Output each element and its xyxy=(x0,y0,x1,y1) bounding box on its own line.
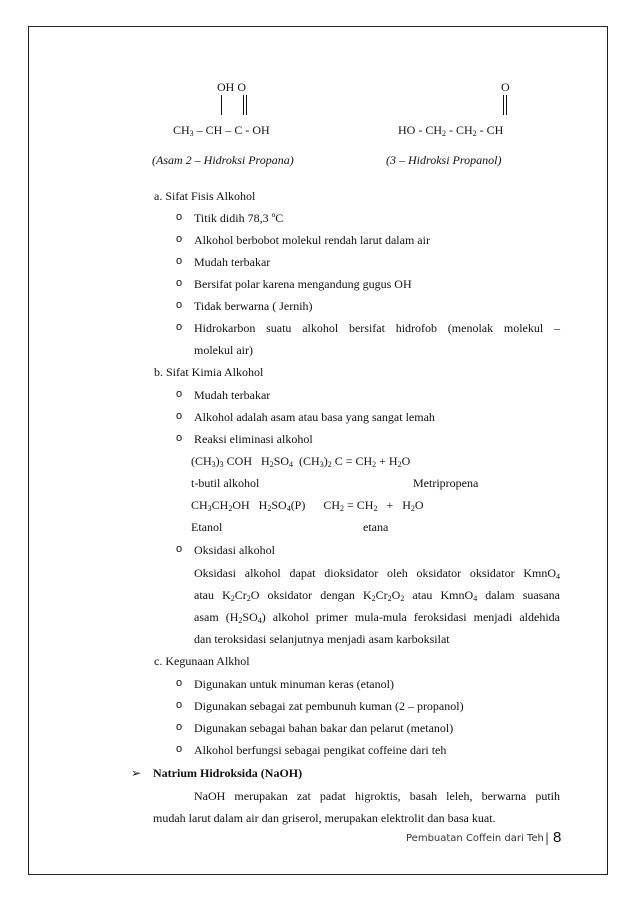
list-item: Tidak berwarna ( Jernih) xyxy=(194,299,313,313)
list-item: Digunakan untuk minuman keras (etanol) xyxy=(194,677,394,691)
bullet-circle: o xyxy=(176,699,183,711)
reaction-2-reactant-name: Etanol xyxy=(191,520,223,534)
bullet-circle: o xyxy=(176,277,183,289)
structure-right-caption: (3 – Hidroksi Propanol) xyxy=(386,153,502,167)
bullet-circle: o xyxy=(176,211,183,223)
paragraph-line: NaOH merupakan zat padat higroktis, basah leleh, berwarna putih xyxy=(194,789,560,803)
paragraph-line: atau $K_2Cr_2O$ oksidator dengan $K_2Cr_2O_2$ atau KmnO$_4$ dalam suasana xyxy=(194,588,561,603)
section-naoh-heading: Natrium Hidroksida (NaOH) xyxy=(153,766,303,780)
bullet-circle: o xyxy=(176,388,183,400)
paragraph-line: mudah larut dalam air dan griserol, merupakan elektrolit dan basa kuat. xyxy=(153,811,496,825)
paragraph-line: asam $(H_2SO_4)$ alkohol primer mula-mula feroksidasi menjadi aldehida xyxy=(194,610,560,625)
bullet-circle: o xyxy=(176,721,183,733)
list-item-continuation: molekul air) xyxy=(194,343,253,357)
bullet-circle: o xyxy=(176,255,183,267)
paragraph-line: Oksidasi alkohol dapat dioksidator oleh oksidator oksidator KmnO$_4$ xyxy=(194,566,560,581)
footer-separator: | xyxy=(545,831,550,845)
reaction-1-reactant-name: t-butil alkohol xyxy=(191,476,260,490)
page-number: 8 xyxy=(553,829,562,846)
list-item: Mudah terbakar xyxy=(194,255,271,269)
bullet-circle: o xyxy=(176,321,183,333)
bond-line xyxy=(243,95,244,115)
structure-left-top-labels: OH O xyxy=(217,80,246,94)
structure-left-main: $CH_3$ – CH – C - OH xyxy=(173,123,270,138)
bullet-circle: o xyxy=(176,299,183,311)
bullet-circle: o xyxy=(176,743,183,755)
list-item: Digunakan sebagai zat pembunuh kuman (2 – propanol) xyxy=(194,699,464,713)
list-item: Alkohol berfungsi sebagai pengikat coffeine dari teh xyxy=(194,743,447,757)
arrow-bullet-icon: ➢ xyxy=(131,766,142,780)
section-c-heading: c. Kegunaan Alkhol xyxy=(154,654,250,668)
paragraph-line: dan teroksidasi selanjutnya menjadi asam karboksilat xyxy=(194,632,450,646)
bullet-circle: o xyxy=(176,432,183,444)
footer-title: Pembuatan Coffein dari Teh xyxy=(406,833,544,844)
list-item: Mudah terbakar xyxy=(194,388,271,402)
section-b-heading: b. Sifat Kimia Alkohol xyxy=(154,365,264,379)
structure-left-caption: (Asam 2 – Hidroksi Propana) xyxy=(152,153,294,167)
bond-line xyxy=(503,95,504,115)
list-item: Oksidasi alkohol xyxy=(194,543,275,557)
bullet-circle: o xyxy=(176,233,183,245)
list-item: Digunakan sebagai bahan bakar dan pelarut (metanol) xyxy=(194,721,454,735)
reaction-equation-1: $(CH_3)_3$ COH $H_2SO_4$ $(CH_3)_2$ $C = CH_2 + H_2O$ xyxy=(191,454,411,469)
bullet-circle: o xyxy=(176,677,183,689)
list-item: Hidrokarbon suatu alkohol bersifat hidrofob (menolak molekul – xyxy=(194,321,560,335)
structure-right-main: HO - $CH_2 - CH_2$ - CH xyxy=(398,123,504,138)
list-item: Bersifat polar karena mengandung gugus OH xyxy=(194,277,412,291)
bullet-circle: o xyxy=(176,410,183,422)
structure-right-top-label: O xyxy=(501,80,510,94)
bond-line xyxy=(506,95,507,115)
reaction-1-product-name: Metripropena xyxy=(413,476,479,490)
list-item: Reaksi eliminasi alkohol xyxy=(194,432,313,446)
reaction-equation-2: $CH_3CH_2OH$ $H_2SO_4(P)$ $CH_2 = CH_2 + H_2O$ xyxy=(191,498,424,513)
bond-line xyxy=(246,95,247,115)
reaction-2-product-name: etana xyxy=(363,520,389,534)
list-item: Alkohol berbobot molekul rendah larut dalam air xyxy=(194,233,430,247)
bullet-circle: o xyxy=(176,543,183,555)
bond-line xyxy=(221,95,222,115)
list-item: Titik didih 78,3 ºC xyxy=(194,211,284,225)
list-item: Alkohol adalah asam atau basa yang sangat lemah xyxy=(194,410,435,424)
section-a-heading: a. Sifat Fisis Alkohol xyxy=(154,189,256,203)
